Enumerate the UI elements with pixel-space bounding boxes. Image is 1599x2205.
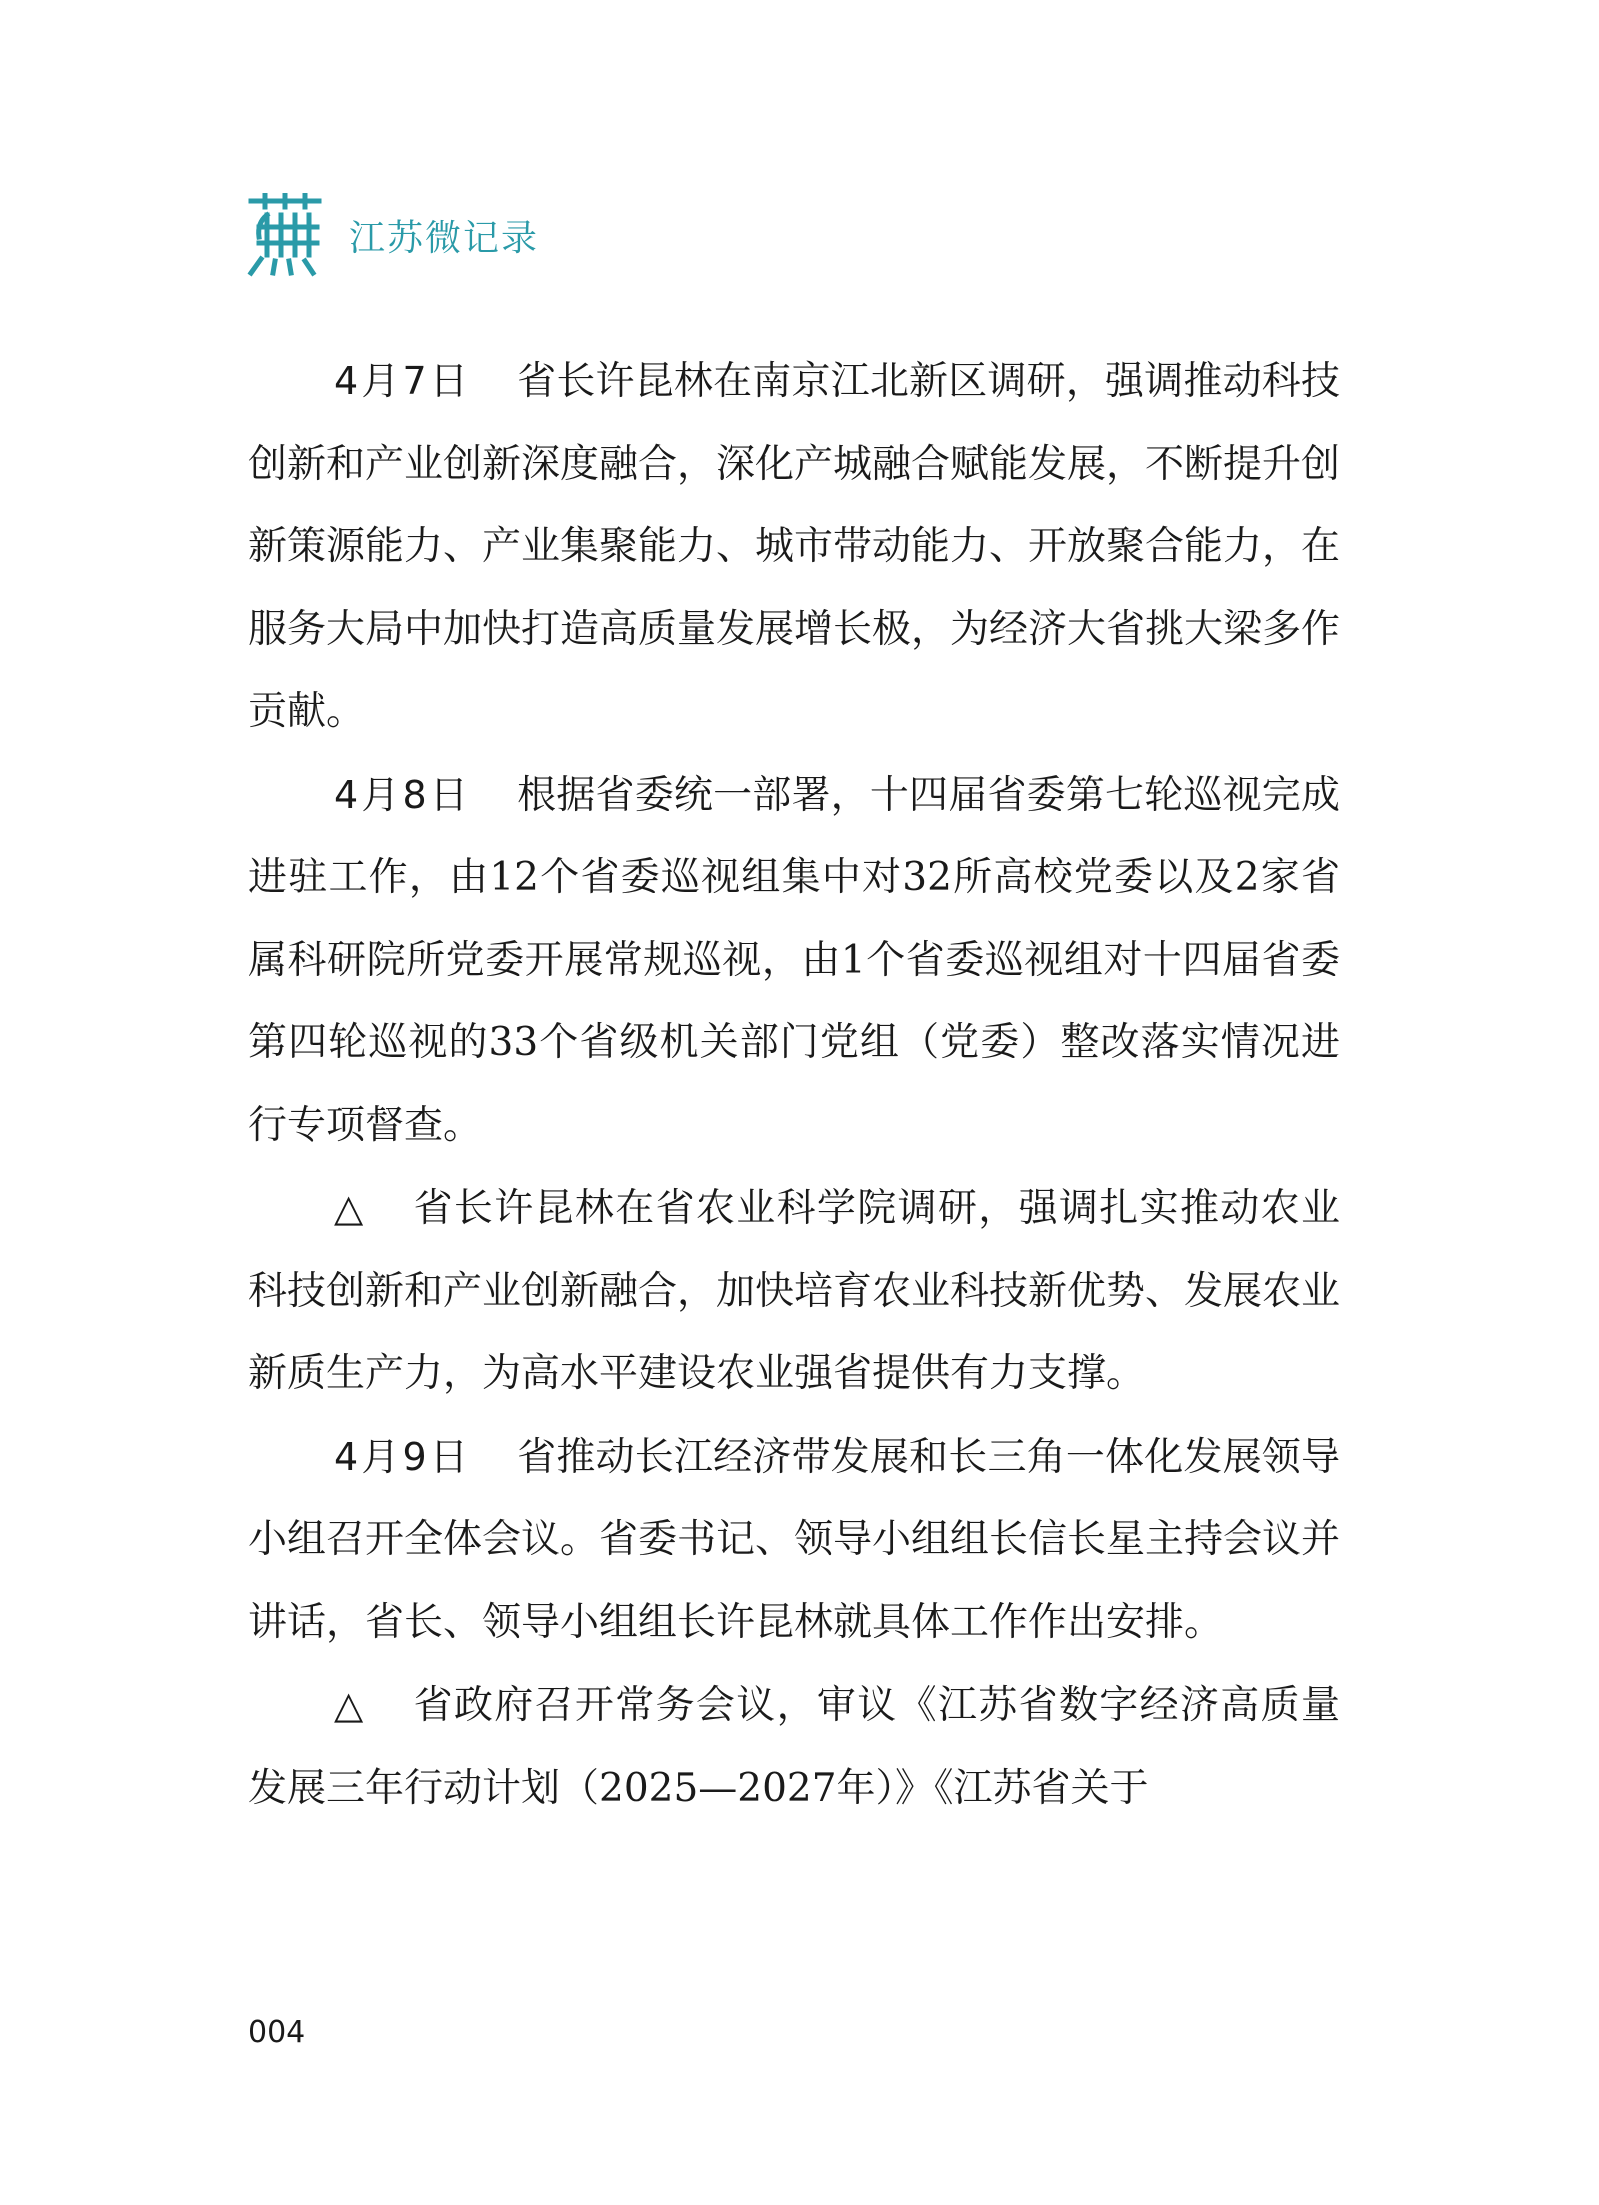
entry-marker: △ (334, 1683, 368, 1727)
entry-marker: △ (334, 1186, 368, 1230)
entry-paragraph (248, 340, 1340, 754)
page-number: 004 (248, 2015, 306, 2050)
entry-text: 省推动长江经济带发展和长三角一体化发展领导小组召开全体会议。省委书记、领导小组组长信长星主持会议并讲话，省长、领导小组组长许昆林就具体工作作出安排。 (248, 1434, 1341, 1645)
entry-text: 根据省委统一部署，十四届省委第七轮巡视完成进驻工作，由12个省委巡视组集中对32所高校党委以及2家省属科研院所党委开展常规巡视，由1个省委巡视组对十四届省委第四轮巡视的33个省级机关部门党组（党委）整改落实情况进行专项督查。 (248, 772, 1340, 1148)
page-header (245, 190, 539, 280)
article-body (248, 340, 1340, 1830)
entry-paragraph (248, 1167, 1340, 1416)
entry-text: 省长许昆林在南京江北新区调研，强调推动科技创新和产业创新深度融合，深化产城融合赋能发展，不断提升创新策源能力、产业集聚能力、城市带动能力、开放聚合能力，在服务大局中加快打造高质量发展增长极，为经济大省挑大梁多作贡献。 (248, 359, 1341, 734)
entry-paragraph (248, 1664, 1340, 1830)
entry-text: 省政府召开常务会议，审议《江苏省数字经济高质量发展三年行动计划（2025—2027年）》《江苏省关于 (248, 1683, 1340, 1811)
header-title: 江苏微记录 (349, 217, 540, 259)
entry-text: 省长许昆林在省农业科学院调研，强调扎实推动农业科技创新和产业创新融合，加快培育农业科技新优势、发展农业新质生产力，为高水平建设农业强省提供有力支撑。 (248, 1186, 1341, 1396)
entry-date: 4月7日 (334, 359, 472, 403)
entry-date: 4月8日 (334, 772, 472, 817)
entry-paragraph (248, 754, 1340, 1168)
jiangsu-emblem-icon (245, 193, 325, 277)
entry-date: 4月9日 (334, 1434, 472, 1479)
entry-paragraph (248, 1416, 1340, 1665)
